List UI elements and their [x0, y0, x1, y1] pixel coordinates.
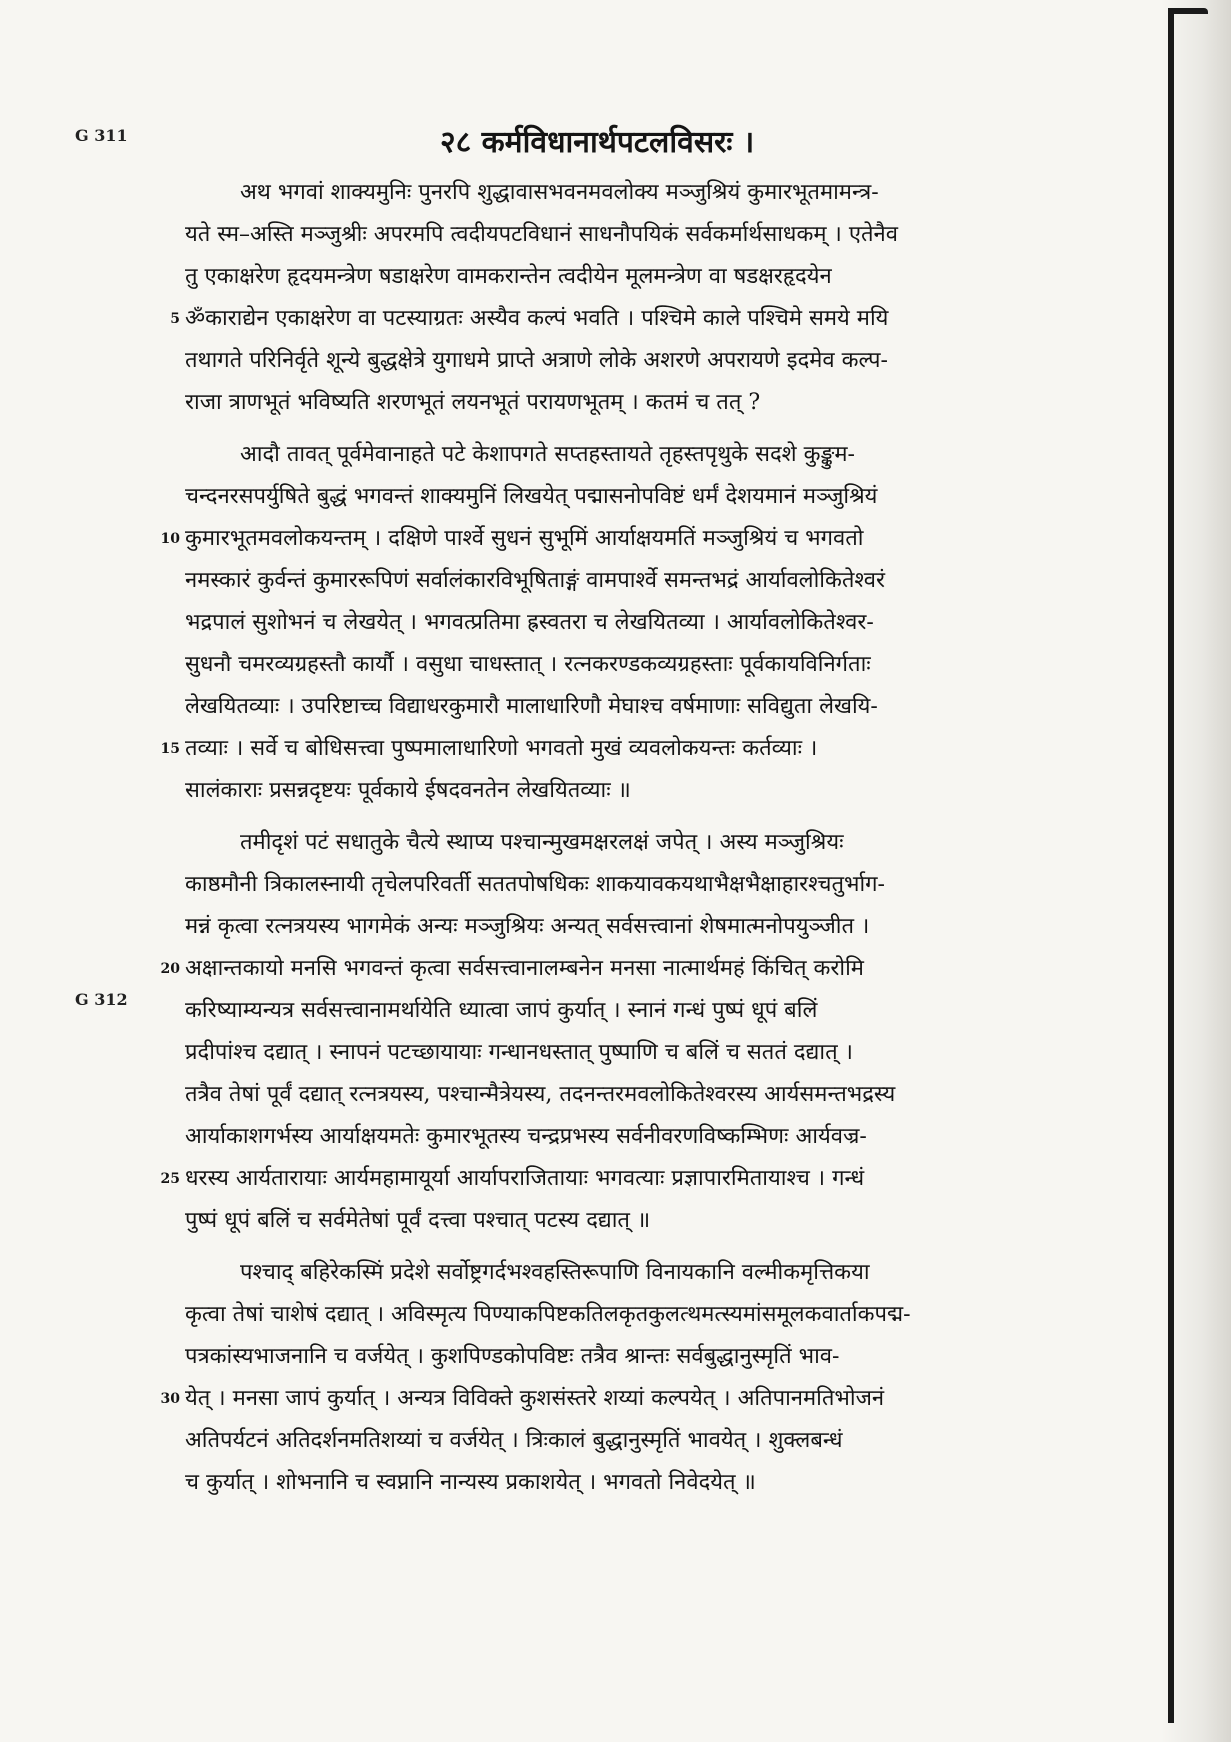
text-line: पुष्पं धूपं बलिं च सर्वमेतेषां पूर्वं दत्त्वा पश्चात् पटस्य दद्यात् ॥: [185, 1208, 651, 1233]
chapter-heading: २८ कर्मविधानार्थपटलविसरः ।: [440, 125, 755, 160]
line-number: 5: [170, 311, 180, 327]
margin-reference-top: G 311: [75, 126, 128, 145]
line-number: 30: [160, 1391, 180, 1407]
text-line: च कुर्यात् । शोभनानि च स्वप्नानि नान्यस्य प्रकाशयेत् । भगवतो निवेदयेत् ॥: [185, 1470, 756, 1495]
text-line: पश्चाद् बहिरेकस्मिं प्रदेशे सर्वोष्ट्रगर्दभश्वहस्तिरूपाणि विनायकानि वल्मीकमृत्तिकया: [240, 1260, 870, 1285]
text-line: लेखयितव्याः । उपरिष्टाच्च विद्याधरकुमारौ मालाधारिणौ मेघाश्च वर्षमाणाः सविद्युता लेखयि-: [185, 694, 878, 719]
text-line: सालंकाराः प्रसन्नदृष्टयः पूर्वकाये ईषदवनतेन लेखयितव्याः ॥: [185, 778, 631, 803]
text-line: चन्दनरसपर्युषिते बुद्धं भगवन्तं शाक्यमुनिं लिखयेत् पद्मासनोपविष्टं धर्मं देशयमानं मञ्जुश्रियं: [185, 484, 878, 509]
binding-edge-line: [1168, 8, 1174, 1723]
text-line: अथ भगवां शाक्यमुनिः पुनरपि शुद्धावासभवनमवलोक्य मञ्जुश्रियं कुमारभूतमामन्त्र-: [240, 180, 879, 205]
margin-reference-middle: G 312: [75, 990, 128, 1009]
text-line: पत्रकांस्यभाजनानि च वर्जयेत् । कुशपिण्डकोपविष्टः तत्रैव श्रान्तः सर्वबुद्धानुस्मृतिं भाव-: [185, 1344, 840, 1369]
text-line: येत् । मनसा जापं कुर्यात् । अन्यत्र विविक्ते कुशसंस्तरे शय्यां कल्पयेत् । अतिपानमतिभोजनं: [185, 1386, 885, 1411]
line-number: 10: [160, 531, 180, 547]
text-line: तत्रैव तेषां पूर्वं दद्यात् रत्नत्रयस्य, पश्चान्मैत्रेयस्य, तदनन्तरमवलोकितेश्वरस्य आर्यसमन्तभद्रस्य: [185, 1082, 896, 1107]
text-line: आर्याकाशगर्भस्य आर्याक्षयमतेः कुमारभूतस्य चन्द्रप्रभस्य सर्वनीवरणविष्कम्भिणः आर्यवज्र-: [185, 1124, 867, 1149]
text-line: नमस्कारं कुर्वन्तं कुमाररूपिणं सर्वालंकारविभूषिताङ्गं वामपार्श्वे समन्तभद्रं आर्यावलोकितेश्वरं: [185, 568, 886, 593]
text-line: तमीदृशं पटं सधातुके चैत्ये स्थाप्य पश्चान्मुखमक्षरलक्षं जपेत् । अस्य मञ्जुश्रियः: [240, 830, 844, 855]
text-line: अक्षान्तकायो मनसि भगवन्तं कृत्वा सर्वसत्त्वानालम्बनेन मनसा नात्मार्थमहं किंचित् करोमि: [185, 956, 864, 981]
text-line: प्रदीपांश्च दद्यात् । स्नापनं पटच्छायायाः गन्धानधस्तात् पुष्पाणि च बलिं च सततं दद्यात् ।: [185, 1040, 853, 1065]
text-line: राजा त्राणभूतं भविष्यति शरणभूतं लयनभूतं परायणभूतम् । कतमं च तत् ?: [185, 390, 761, 415]
text-line: भद्रपालं सुशोभनं च लेखयेत् । भगवत्प्रतिमा ह्रस्वतरा च लेखयितव्या । आर्यावलोकितेश्वर-: [185, 610, 874, 635]
text-line: मन्नं कृत्वा रत्नत्रयस्य भागमेकं अन्यः मञ्जुश्रियः अन्यत् सर्वसत्त्वानां शेषमात्मनोपयुञ्जीत ।: [185, 914, 870, 939]
text-line: कृत्वा तेषां चाशेषं दद्यात् । अविस्मृत्य पिण्याकपिष्टकतिलकृतकुलत्थमत्स्यमांसमूलकवार्ताकपद्म-: [185, 1302, 911, 1327]
line-number: 15: [160, 741, 180, 757]
text-line: अतिपर्यटनं अतिदर्शनमतिशय्यां च वर्जयेत् । त्रिःकालं बुद्धानुस्मृतिं भावयेत् । शुक्लबन्धं: [185, 1428, 843, 1453]
text-line: करिष्याम्यन्यत्र सर्वसत्त्वानामर्थायेति ध्यात्वा जापं कुर्यात् । स्नानं गन्धं पुष्पं धूपं बलिं: [185, 998, 818, 1023]
text-line: कुमारभूतमवलोकयन्तम् । दक्षिणे पार्श्वे सुधनं सुभूमिं आर्याक्षयमतिं मञ्जुश्रियं च भगवतो: [185, 526, 864, 551]
text-line: तु एकाक्षरेण हृदयमन्त्रेण षडाक्षरेण वामकरान्तेन त्वदीयेन मूलमन्त्रेण वा षडक्षरहृदयेन: [185, 264, 832, 289]
line-number: 20: [160, 961, 180, 977]
line-number: 25: [160, 1171, 180, 1187]
text-line: तव्याः । सर्वे च बोधिसत्त्वा पुष्पमालाधारिणो भगवतो मुखं व्यवलोकयन्तः कर्तव्याः ।: [185, 736, 818, 761]
text-line: काष्ठमौनी त्रिकालस्नायी तृचेलपरिवर्ती सततपोषधिकः शाकयावकयथाभैक्षभैक्षाहारश्चतुर्भाग-: [185, 872, 885, 897]
text-line: सुधनौ चमरव्यग्रहस्तौ कार्यौ । वसुधा चाधस्तात् । रत्नकरण्डकव्यग्रहस्ताः पूर्वकायविनिर्गताः: [185, 652, 871, 677]
text-line: तथागते परिनिर्वृते शून्ये बुद्धक्षेत्रे युगाधमे प्राप्ते अत्राणे लोके अशरणे अपरायणे इदमेव कल्प-: [185, 348, 888, 373]
text-line: धरस्य आर्यतारायाः आर्यमहामायूर्या आर्यापराजितायाः भगवत्याः प्रज्ञापारमितायाश्च । गन्धं: [185, 1166, 865, 1191]
binding-edge-hook: [1168, 8, 1208, 14]
text-line: आदौ तावत् पूर्वमेवानाहते पटे केशापगते सप्तहस्तायते तृहस्तपृथुके सदशे कुङ्कुम-: [240, 442, 855, 467]
text-line: यते स्म–अस्ति मञ्जुश्रीः अपरमपि त्वदीयपटविधानं साधनौपयिकं सर्वकर्मार्थसाधकम् । एतेनैव: [185, 222, 898, 247]
text-line: ॐकाराद्येन एकाक्षरेण वा पटस्याग्रतः अस्यैव कल्पं भवति । पश्चिमे काले पश्चिमे समये मयि: [185, 306, 889, 331]
